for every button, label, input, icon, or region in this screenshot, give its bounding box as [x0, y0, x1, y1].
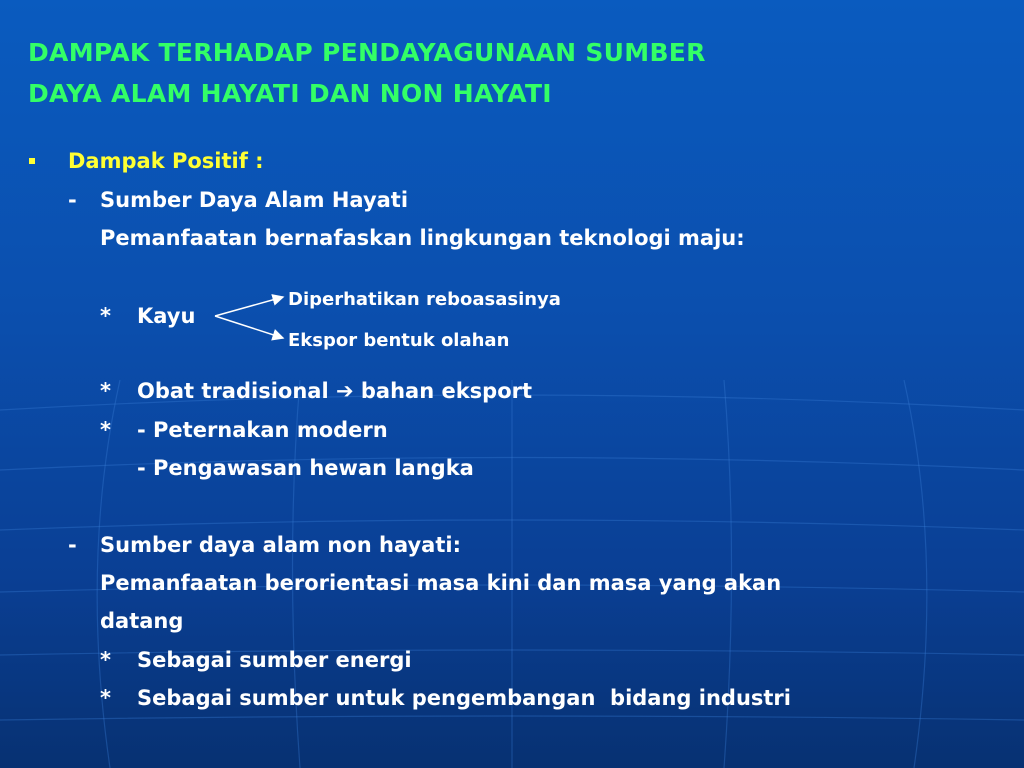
dampak-positif-label: Dampak Positif : [68, 149, 264, 173]
non-hayati-dash: - [68, 533, 77, 557]
title-line-2: DAYA ALAM HAYATI DAN NON HAYATI [28, 79, 552, 108]
non-hayati-description-1: Pemanfaatan berorientasi masa kini dan masa yang akan [100, 571, 782, 595]
kayu-branch-ekspor: Ekspor bentuk olahan [288, 330, 510, 351]
arrow-up-icon [215, 297, 283, 316]
hayati-dash: - [68, 188, 77, 212]
slide-title [28, 32, 988, 114]
peternakan-item: - Peternakan modern [137, 418, 388, 442]
industri-item: Sebagai sumber untuk pengembangan bidang industri [137, 686, 791, 710]
obat-star: * [100, 379, 111, 403]
energi-star: * [100, 648, 111, 672]
obat-result: bahan eksport [360, 379, 533, 403]
peternakan-star: * [100, 418, 111, 442]
kayu-label: Kayu [137, 304, 196, 328]
energi-item: Sebagai sumber energi [137, 648, 412, 672]
pengawasan-item: - Pengawasan hewan langka [137, 456, 474, 480]
kayu-branch-reboisasi: Diperhatikan reboasasinya [288, 289, 561, 310]
obat-row [137, 377, 532, 405]
arrow-down-icon [215, 316, 283, 338]
kayu-star: * [100, 304, 111, 328]
title-line-1: DAMPAK TERHADAP PENDAYAGUNAAN SUMBER [28, 38, 706, 67]
obat-label: Obat tradisional [137, 379, 329, 403]
industri-star: * [100, 686, 111, 710]
non-hayati-description-2: datang [100, 609, 184, 633]
square-bullet-icon [29, 158, 35, 164]
hayati-heading: Sumber Daya Alam Hayati [100, 188, 409, 212]
right-arrow-icon: ➔ [335, 379, 354, 403]
hayati-description: Pemanfaatan bernafaskan lingkungan teknologi maju: [100, 226, 745, 250]
non-hayati-heading: Sumber daya alam non hayati: [100, 533, 461, 557]
